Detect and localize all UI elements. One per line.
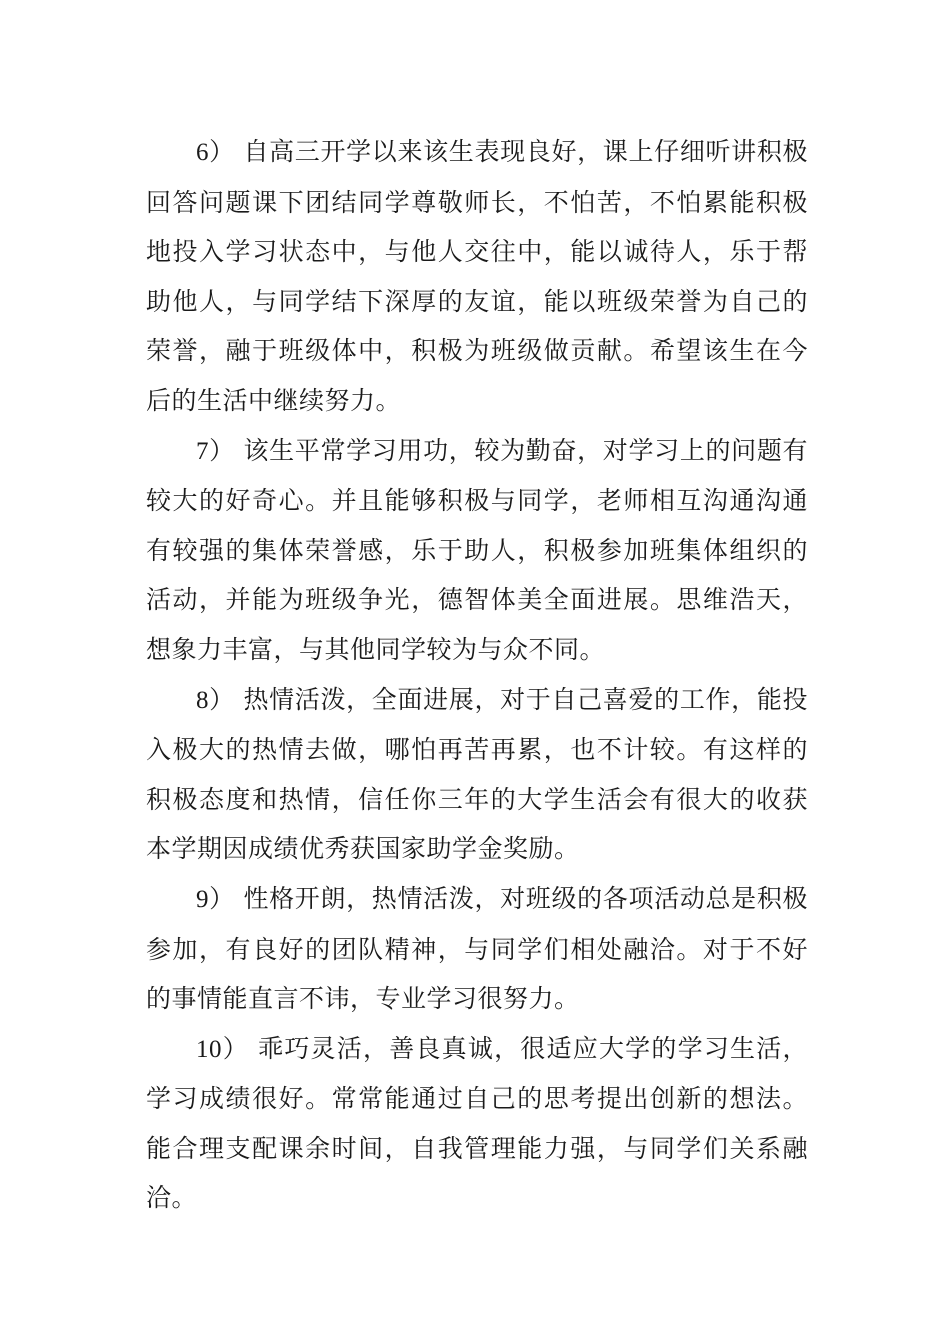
paragraph-number: 6） (196, 139, 235, 166)
paragraph-number: 9） (196, 885, 235, 913)
document-body (146, 127, 808, 1223)
paragraph-8 (146, 675, 808, 874)
paragraph-text: 热情活泼，全面进展，对于自己喜爱的工作，能投入极大的热情去做，哪怕再苦再累，也不计较。有这样的积极态度和热情，信任你三年的大学生活会有很大的收获本学期因成绩优秀获国家助学金奖励。 (146, 684, 808, 864)
paragraph-number: 7） (196, 437, 235, 465)
paragraph-text: 该生平常学习用功，较为勤奋，对学习上的问题有较大的好奇心。并且能够积极与同学，老师相互沟通沟通有较强的集体荣誉感，乐于助人，积极参加班集体组织的活动，并能为班级争光，德智体美全面进展。思维浩天，想象力丰富，与其他同学较为与众不同。 (146, 435, 808, 664)
paragraph-number: 10） (196, 1035, 249, 1063)
paragraph-text: 自高三开学以来该生表现良好，课上仔细听讲积极回答问题课下团结同学尊敬师长，不怕苦，不怕累能积极地投入学习状态中，与他人交往中，能以诚待人，乐于帮助他人，与同学结下深厚的友谊，能以班级荣誉为自己的荣誉，融于班级体中，积极为班级做贡献。希望该生在今后的生活中继续努力。 (146, 137, 808, 415)
paragraph-10 (146, 1024, 808, 1223)
paragraph-7 (146, 426, 808, 675)
paragraph-number: 8） (196, 686, 235, 714)
paragraph-9 (146, 874, 808, 1024)
paragraph-text: 性格开朗，热情活泼，对班级的各项活动总是积极参加，有良好的团队精神，与同学们相处融洽。对于不好的事情能直言不讳，专业学习很努力。 (146, 883, 808, 1014)
paragraph-6 (146, 127, 808, 426)
paragraph-text: 乖巧灵活，善良真诚，很适应大学的学习生活，学习成绩很好。常常能通过自己的思考提出创新的想法。能合理支配课余时间，自我管理能力强，与同学们关系融洽。 (146, 1033, 808, 1213)
